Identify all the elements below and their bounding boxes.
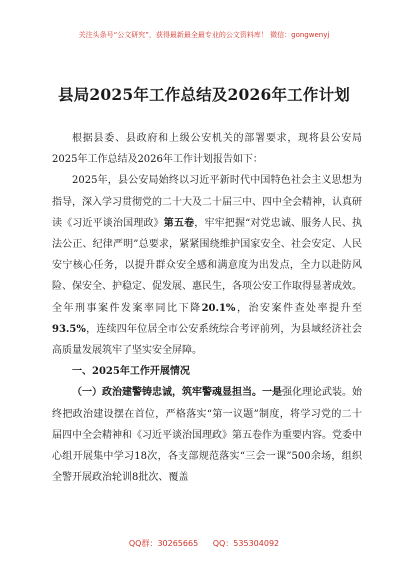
intro-paragraph: 根据县委、县政府和上级公安机关的部署要求，现将县公安局2025年工作总结及2026年工作计划报告如下：: [52, 133, 362, 166]
footer: [0, 538, 408, 549]
summary-text-4: ，连续四年位居全市公安系统综合考评前列，为县域经济社会高质量发展筑牢了坚实安全屏障。: [52, 323, 362, 357]
political-text: 强化理论武装。始终把政治建设摆在首位，严格落实“第一议题”制度，将学习党的二十届四中全会精神和《习近平谈治国理政》第五卷作为重要内容。党委中心组开展集中学习18次，各支部规范落实“三会一课”500余场，组织全警开展政治轮训8批次、覆盖: [52, 387, 362, 484]
top-banner: 关注头条号“公文研究”，获得最新最全最专业的公文资料库！ 微信：gongwenyj: [78, 31, 330, 39]
summary-text-2: ，牢牢把握“对党忠诚、服务人民、执法公正、纪律严明”总要求，紧紧围绕维护国家安全、社会安定、人民安宁核心任务，以提升群众安全感和满意度为出发点，全力以赴防风险、保安全、护稳定、促发展、惠民生，各项公安工作取得显著成效。全年刑事案件发案率同比下降: [52, 217, 363, 314]
footer-qq: QQ：535304092: [212, 539, 280, 548]
subsection-heading-1: （一）政治建警铸忠诚，筑牢警魂显担当。一是: [72, 387, 282, 399]
political-paragraph: [52, 382, 362, 488]
summary-text-3: ，治安案件查处率提升至: [235, 302, 363, 314]
summary-bold-clearance-rate: 93.5%: [52, 323, 86, 335]
page-title: 县局2025年工作总结及2026年工作计划: [58, 85, 350, 104]
footer-qq-group: QQ群：30265665: [128, 539, 199, 548]
section-heading-1: 一、2025年工作开展情况: [72, 366, 190, 378]
document-body: [52, 128, 362, 488]
summary-bold-volume: 第五卷: [163, 217, 195, 229]
summary-paragraph: [52, 170, 362, 361]
summary-bold-crime-rate: 20.1%: [201, 302, 236, 314]
summary-text-1: 2025年，县公安局始终以习近平新时代中国特色社会主义思想为指导，深入学习贯彻党的二十大及二十届三中、四中全会精神，认真研读《习近平谈治国理政》: [52, 175, 362, 229]
